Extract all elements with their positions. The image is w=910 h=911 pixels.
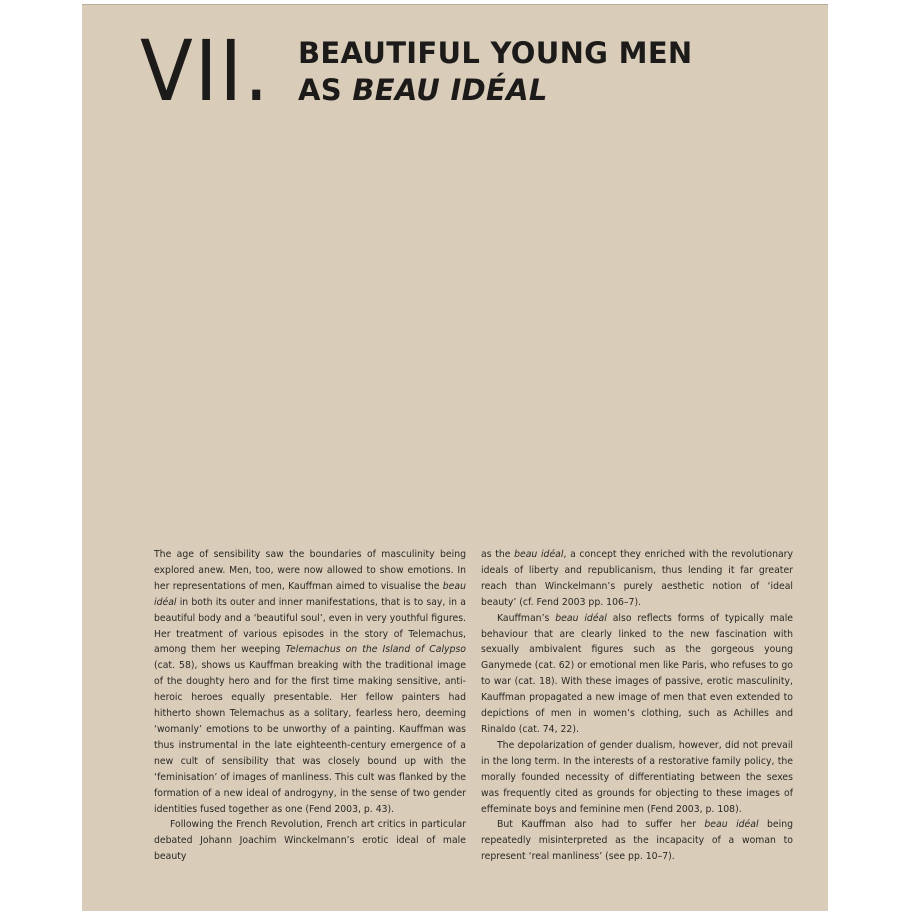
- text-run: But Kauffman also had to suffer her: [497, 819, 705, 831]
- text-column-right: [481, 547, 793, 865]
- text-run: Following the French Revolution, French art critics in particular debated Johann Joachim Winckelmann’s erotic ideal of male beauty: [154, 819, 466, 863]
- text-run: also reflects forms of typically male behaviour that are clearly linked to the new fascination with sexually ambivalent figures such as the gorgeous young Ganymede (cat. 62) or emotional men like Paris, who refuses to go to war (cat. 18). With these images of passive, erotic masculinity, Kauffman propagated a new image of men that even extended to depictions of men in women’s clothing, such as Achilles and Rinaldo (cat. 74, 22).: [481, 612, 794, 735]
- body-paragraph: [481, 817, 793, 865]
- text-run: The age of sensibility saw the boundaries of masculinity being explored anew. Men, too, were now allowed to show emotions. In her representations of men, Kauffman aimed to visualise the: [154, 549, 466, 592]
- text-run: in both its outer and inner manifestations, that is to say, in a beautiful body and a ‘beautiful soul’, even in very youthful figures. Her treatment of various episodes in the story of Telemachus, among them her weeping: [154, 596, 466, 656]
- body-paragraph: [481, 611, 793, 738]
- italic-text: beau idéal: [555, 612, 607, 624]
- body-paragraph: [481, 738, 793, 818]
- text-run: , a concept they enriched with the revolutionary ideals of liberty and republicanism, thus lending it far greater reach than Winckelmann’s purely aesthetic notion of ‘ideal beauty’ (cf. Fend 2003 pp. 106–7).: [481, 549, 793, 608]
- book-page: [82, 4, 828, 911]
- italic-text: Telemachus on the Island of Calypso: [285, 644, 466, 656]
- text-run: (cat. 58), shows us Kauffman breaking with the traditional image of the doughty hero and for the first time making sensitive, anti-heroic heroes equally presentable. Her fellow painters had hitherto shown Telemachus as a solitary, fearless hero, deeming ‘womanly’ emotions to be unworthy of a painting. Kauffman was thus instrumental in the late eighteenth-century emergence of a new cult of sensibility that was closely bound up with the ‘feminisation’ of images of manliness. This cult was flanked by the formation of a new ideal of androgyny, in the sense of two gender identities fused together as one (Fend 2003, p. 43).: [154, 660, 466, 815]
- chapter-title-italic: BEAU IDÉAL: [352, 73, 548, 107]
- text-run: as the: [481, 549, 515, 560]
- chapter-title-prefix: AS: [298, 73, 353, 107]
- chapter-title-line-2: [298, 72, 693, 109]
- italic-text: beau idéal: [514, 549, 564, 560]
- chapter-title: [298, 35, 693, 109]
- text-run: Kauffman’s: [497, 612, 556, 624]
- body-paragraph: [481, 547, 793, 611]
- body-paragraph: [154, 547, 466, 817]
- text-column-left: [154, 547, 466, 865]
- text-run: being repeatedly misinterpreted as the incapacity of a woman to represent ‘real manliness’ (see pp. 10–7).: [481, 819, 794, 863]
- italic-text: beau idéal: [154, 580, 466, 608]
- italic-text: beau idéal: [704, 819, 759, 831]
- chapter-number: VII.: [140, 22, 271, 120]
- body-paragraph: [154, 817, 466, 865]
- chapter-title-line-1: BEAUTIFUL YOUNG MEN: [298, 36, 693, 70]
- text-run: The depolarization of gender dualism, however, did not prevail in the long term. In the interests of a restorative family policy, the morally founded necessity of differentiating between the sexes was frequently cited as grounds for objecting to these images of effeminate boys and feminine men (Fend 2003, p. 108).: [481, 739, 793, 815]
